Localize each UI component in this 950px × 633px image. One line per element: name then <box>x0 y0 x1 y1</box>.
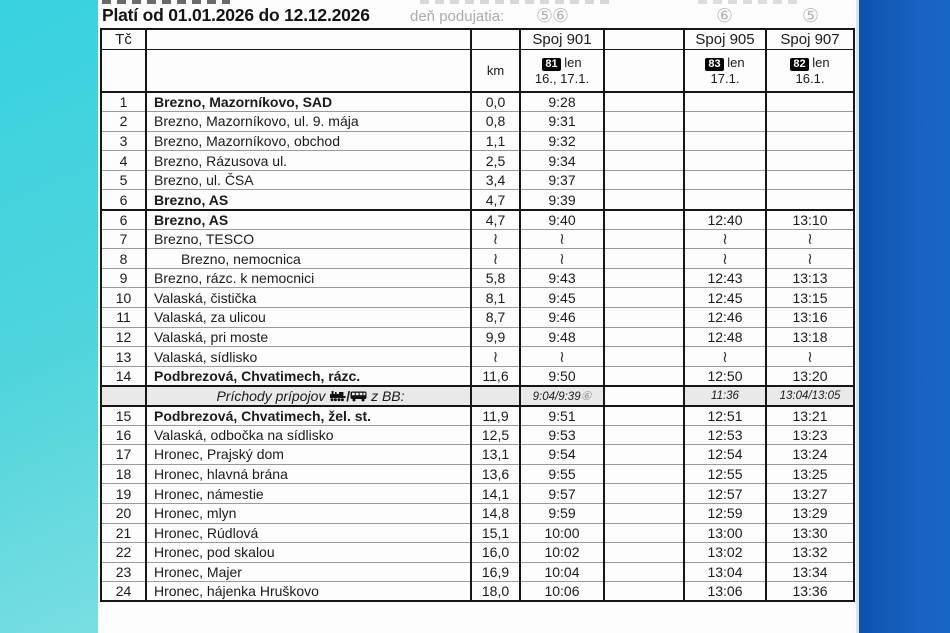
time-cell-spoj907: 13:29 <box>766 503 854 523</box>
spare-column-cell <box>604 249 684 269</box>
km-cell: 0,0 <box>471 92 520 112</box>
spare-column-cell <box>604 406 684 426</box>
note-dates: 16., 17.1. <box>534 70 590 86</box>
tc-header-cell: Tč <box>101 29 146 49</box>
time-cell-spoj905 <box>684 347 766 367</box>
time-cell-spoj901: 9:54 <box>520 445 604 465</box>
timetable-table <box>100 28 855 602</box>
time-cell-spoj901: 9:45 <box>520 288 604 308</box>
km-cell: 13,6 <box>471 464 520 484</box>
service-header-spoj905: Spoj 905 <box>684 29 766 49</box>
timetable-row <box>101 131 854 151</box>
time-cell-spoj905: 12:55 <box>684 464 766 484</box>
note-text: len <box>727 54 745 70</box>
timetable-row <box>101 170 854 190</box>
stop-name-cell: Valaská, čistička <box>146 288 471 308</box>
time-cell-spoj907: 13:16 <box>766 308 854 328</box>
service-note-spare <box>604 49 684 92</box>
stop-name-header-cell <box>146 29 471 49</box>
time-cell-spoj907 <box>766 92 854 112</box>
timetable-row <box>101 484 854 504</box>
service-header-spoj901: Spoj 901 <box>520 29 604 49</box>
train-icon <box>329 390 346 402</box>
stop-number-cell: 15 <box>101 406 146 426</box>
spare-column-cell <box>604 131 684 151</box>
time-cell-spoj901 <box>520 347 604 367</box>
time-cell-spoj907 <box>766 249 854 269</box>
note-text: len <box>564 54 582 70</box>
connection-tc-cell <box>101 386 146 406</box>
service-note-spoj905 <box>684 49 766 92</box>
spare-column-cell <box>604 327 684 347</box>
event-day-label: deň podujatia: <box>410 8 505 25</box>
time-cell-spoj901: 9:34 <box>520 151 604 171</box>
time-cell-spoj905: 13:02 <box>684 543 766 563</box>
event-day-mark-spoj901: ⑤⑥ <box>536 6 569 27</box>
timetable-row <box>101 327 854 347</box>
note-badge-82: 82 <box>790 58 808 71</box>
stop-number-cell: 4 <box>101 151 146 171</box>
spare-column-cell <box>604 112 684 132</box>
stop-name-cell: Brezno, Rázusova ul. <box>146 151 471 171</box>
time-cell-spoj907: 13:30 <box>766 523 854 543</box>
cropped-text-fragment <box>420 0 610 4</box>
no-stop-squiggle-mark: ≀ <box>807 230 813 248</box>
time-cell-spoj901: 9:28 <box>520 92 604 112</box>
stop-name-cell: Brezno, AS <box>146 190 471 210</box>
stop-number-cell: 11 <box>101 308 146 328</box>
service-header-spoj907: Spoj 907 <box>766 29 854 49</box>
stop-number-cell: 23 <box>101 562 146 582</box>
timetable-row <box>101 151 854 171</box>
time-cell-spoj907: 13:34 <box>766 562 854 582</box>
stop-name-cell: Valaská, odbočka na sídlisko <box>146 425 471 445</box>
stop-name-cell: Brezno, Mazorníkovo, SAD <box>146 92 471 112</box>
timetable-row <box>101 543 854 563</box>
spare-column-cell <box>604 582 684 602</box>
stop-name-cell: Brezno, rázc. k nemocnici <box>146 268 471 288</box>
time-cell-spoj907: 13:36 <box>766 582 854 602</box>
stop-number-cell: 22 <box>101 543 146 563</box>
stop-number-cell: 20 <box>101 503 146 523</box>
circled-day-mark: ⑥ <box>580 388 592 403</box>
connection-time-cell-spoj907: 13:04/13:05 <box>766 386 854 406</box>
time-cell-spoj905 <box>684 112 766 132</box>
time-cell-spoj901: 10:00 <box>520 523 604 543</box>
km-cell: 11,6 <box>471 366 520 386</box>
time-cell-spoj907: 13:18 <box>766 327 854 347</box>
time-cell-spoj907 <box>766 112 854 132</box>
km-cell: 12,5 <box>471 425 520 445</box>
spare-column-cell <box>604 288 684 308</box>
no-stop-squiggle-mark: ≀ <box>807 348 813 366</box>
km-cell <box>471 347 520 367</box>
km-cell: 8,7 <box>471 308 520 328</box>
event-day-mark-spoj905: ⑥ <box>716 6 733 27</box>
time-cell-spoj905: 12:59 <box>684 503 766 523</box>
stop-number-cell: 6 <box>101 190 146 210</box>
km-cell: 1,1 <box>471 131 520 151</box>
spare-column-cell <box>604 190 684 210</box>
stop-number-cell: 10 <box>101 288 146 308</box>
time-cell-spoj905 <box>684 131 766 151</box>
time-cell-spoj907 <box>766 151 854 171</box>
time-cell-spoj905: 12:40 <box>684 210 766 230</box>
time-cell-spoj905: 13:00 <box>684 523 766 543</box>
stop-name-cell: Brezno, Mazorníkovo, obchod <box>146 131 471 151</box>
time-cell-spoj901: 9:39 <box>520 190 604 210</box>
spare-column-cell <box>604 268 684 288</box>
km-cell: 16,9 <box>471 562 520 582</box>
stop-name-cell: Hronec, Rúdlová <box>146 523 471 543</box>
stop-name-cell: Brezno, Mazorníkovo, ul. 9. mája <box>146 112 471 132</box>
stop-number-cell: 9 <box>101 268 146 288</box>
time-cell-spoj907: 13:23 <box>766 425 854 445</box>
spare-column-cell <box>604 523 684 543</box>
time-cell-spoj901: 9:37 <box>520 170 604 190</box>
km-cell: 8,1 <box>471 288 520 308</box>
km-cell: 0,8 <box>471 112 520 132</box>
right-blue-margin <box>856 0 950 633</box>
left-cyan-margin <box>0 0 98 633</box>
time-cell-spoj901: 9:48 <box>520 327 604 347</box>
timetable-row <box>101 190 854 210</box>
km-cell: 14,8 <box>471 503 520 523</box>
note-badge-83: 83 <box>705 58 723 71</box>
no-stop-squiggle-mark: ≀ <box>559 348 565 366</box>
time-cell-spoj907: 13:25 <box>766 464 854 484</box>
stop-number-cell: 18 <box>101 464 146 484</box>
time-cell-spoj901: 9:53 <box>520 425 604 445</box>
km-cell: 4,7 <box>471 210 520 230</box>
time-cell-spoj901: 9:55 <box>520 464 604 484</box>
time-cell-spoj905 <box>684 92 766 112</box>
no-stop-squiggle-mark: ≀ <box>722 250 728 268</box>
stop-number-cell: 19 <box>101 484 146 504</box>
note-text: len <box>812 54 830 70</box>
service-header-spare <box>604 29 684 49</box>
time-cell-spoj907: 13:15 <box>766 288 854 308</box>
connection-suffix: z BB: <box>371 387 405 404</box>
service-notes-row <box>101 49 854 92</box>
service-note-spoj907 <box>766 49 854 92</box>
time-cell-spoj907: 13:27 <box>766 484 854 504</box>
time-cell-spoj901: 9:40 <box>520 210 604 230</box>
timetable-row <box>101 503 854 523</box>
no-stop-squiggle-mark: ≀ <box>492 250 499 268</box>
stop-number-cell: 8 <box>101 249 146 269</box>
time-cell-spoj901 <box>520 249 604 269</box>
time-cell-spoj905: 13:06 <box>684 582 766 602</box>
no-stop-squiggle-mark: ≀ <box>492 348 499 366</box>
km-cell <box>471 249 520 269</box>
spare-column-cell <box>604 366 684 386</box>
note-dates: 16.1. <box>795 70 825 86</box>
spare-column-cell <box>604 543 684 563</box>
time-cell-spoj905: 12:51 <box>684 406 766 426</box>
km-cell: 11,9 <box>471 406 520 426</box>
time-cell-spoj905: 12:53 <box>684 425 766 445</box>
timetable-row <box>101 249 854 269</box>
no-stop-squiggle-mark: ≀ <box>807 250 813 268</box>
time-cell-spoj907: 13:21 <box>766 406 854 426</box>
stop-name-cell: Podbrezová, Chvatimech, rázc. <box>146 366 471 386</box>
stop-name-cell: Brezno, TESCO <box>146 229 471 249</box>
spare-column-cell <box>604 229 684 249</box>
timetable-row <box>101 229 854 249</box>
stop-number-cell: 1 <box>101 92 146 112</box>
spare-column-cell <box>604 92 684 112</box>
time-cell-spoj907: 13:13 <box>766 268 854 288</box>
timetable-row <box>101 210 854 230</box>
time-cell-spoj907: 13:20 <box>766 366 854 386</box>
connection-label: Príchody prípojov <box>216 387 326 404</box>
stop-name-cell: Hronec, mlyn <box>146 503 471 523</box>
note-dates: 17.1. <box>710 70 740 86</box>
stop-number-cell: 2 <box>101 112 146 132</box>
km-header-spacer-cell <box>471 29 520 49</box>
stop-name-cell: Valaská, pri moste <box>146 327 471 347</box>
stop-number-cell: 21 <box>101 523 146 543</box>
km-cell: 13,1 <box>471 445 520 465</box>
cropped-text-fragment <box>698 0 798 4</box>
stop-number-cell: 24 <box>101 582 146 602</box>
km-cell: 5,8 <box>471 268 520 288</box>
spare-column-cell <box>604 151 684 171</box>
timetable-row <box>101 445 854 465</box>
time-cell-spoj905: 12:54 <box>684 445 766 465</box>
stop-name-cell: Hronec, námestie <box>146 484 471 504</box>
spare-column-cell <box>604 503 684 523</box>
no-stop-squiggle-mark: ≀ <box>559 230 565 248</box>
stop-name-cell: Hronec, pod skalou <box>146 543 471 563</box>
stop-name-cell: Brezno, ul. ČSA <box>146 170 471 190</box>
spare-column-cell <box>604 445 684 465</box>
timetable-row <box>101 523 854 543</box>
time-cell-spoj905 <box>684 229 766 249</box>
time-cell-spoj907 <box>766 229 854 249</box>
timetable-row <box>101 425 854 445</box>
time-cell-spoj901: 9:50 <box>520 366 604 386</box>
no-stop-squiggle-mark: ≀ <box>722 230 728 248</box>
km-cell: 16,0 <box>471 543 520 563</box>
km-cell: 2,5 <box>471 151 520 171</box>
timetable-row <box>101 112 854 132</box>
time-cell-spoj905: 12:50 <box>684 366 766 386</box>
spare-column-cell <box>604 562 684 582</box>
validity-dates: Platí od 01.01.2026 do 12.12.2026 <box>102 5 370 25</box>
timetable-row <box>101 464 854 484</box>
timetable-row <box>101 268 854 288</box>
km-cell <box>471 229 520 249</box>
timetable-row <box>101 92 854 112</box>
stop-name-cell: Brezno, nemocnica <box>146 249 471 269</box>
time-cell-spoj905 <box>684 190 766 210</box>
km-cell: 14,1 <box>471 484 520 504</box>
timetable-row <box>101 562 854 582</box>
no-stop-squiggle-mark: ≀ <box>722 348 728 366</box>
stop-number-cell: 14 <box>101 366 146 386</box>
time-cell-spoj905: 12:45 <box>684 288 766 308</box>
stop-name-notes-spacer-cell <box>146 49 471 92</box>
time-cell-spoj905 <box>684 170 766 190</box>
stop-number-cell: 17 <box>101 445 146 465</box>
time-cell-spoj901: 9:32 <box>520 131 604 151</box>
service-note-spoj901 <box>520 49 604 92</box>
time-cell-spoj901: 10:04 <box>520 562 604 582</box>
time-cell-spoj905: 12:43 <box>684 268 766 288</box>
tc-notes-spacer-cell <box>101 49 146 92</box>
stop-number-cell: 3 <box>101 131 146 151</box>
time-cell-spoj905: 13:04 <box>684 562 766 582</box>
service-header-row <box>101 29 854 49</box>
timetable-row <box>101 308 854 328</box>
stop-number-cell: 5 <box>101 170 146 190</box>
time-cell-spoj905: 12:46 <box>684 308 766 328</box>
time-cell-spoj905 <box>684 151 766 171</box>
time-cell-spoj901: 10:02 <box>520 543 604 563</box>
time-cell-spoj907: 13:32 <box>766 543 854 563</box>
time-cell-spoj907: 13:10 <box>766 210 854 230</box>
spare-column-cell <box>604 425 684 445</box>
connection-time-cell-spoj905: 11:36 <box>684 386 766 406</box>
stop-number-cell: 7 <box>101 229 146 249</box>
stop-name-cell: Valaská, za ulicou <box>146 308 471 328</box>
time-cell-spoj907: 13:24 <box>766 445 854 465</box>
time-cell-spoj901: 9:51 <box>520 406 604 426</box>
icon-separator: / <box>346 387 351 404</box>
note-badge-81: 81 <box>542 58 560 71</box>
spare-column-cell <box>604 484 684 504</box>
time-cell-spoj907 <box>766 190 854 210</box>
spare-column-cell <box>604 464 684 484</box>
time-cell-spoj901: 9:59 <box>520 503 604 523</box>
km-cell: 15,1 <box>471 523 520 543</box>
timetable-body <box>101 29 854 601</box>
timetable-row <box>101 366 854 386</box>
cropped-text-fragment <box>102 0 230 4</box>
connection-label-cell <box>146 386 471 406</box>
time-cell-spoj901: 9:46 <box>520 308 604 328</box>
spare-column-cell <box>604 170 684 190</box>
time-cell-spoj905: 12:57 <box>684 484 766 504</box>
km-cell: 4,7 <box>471 190 520 210</box>
time-cell-spoj905 <box>684 249 766 269</box>
time-cell-spoj901 <box>520 229 604 249</box>
time-cell-spoj905: 12:48 <box>684 327 766 347</box>
time-cell-spoj907 <box>766 347 854 367</box>
timetable-page <box>98 0 856 633</box>
stop-name-cell: Valaská, sídlisko <box>146 347 471 367</box>
time-cell-spoj901: 9:31 <box>520 112 604 132</box>
spare-column-cell <box>604 308 684 328</box>
km-cell: 18,0 <box>471 582 520 602</box>
connection-time-cell-spoj901: 9:04/9:39⑥ <box>520 386 604 406</box>
time-cell-spoj901: 9:43 <box>520 268 604 288</box>
stop-number-cell: 16 <box>101 425 146 445</box>
spare-column-cell <box>604 347 684 367</box>
no-stop-squiggle-mark: ≀ <box>492 230 499 248</box>
stop-number-cell: 13 <box>101 347 146 367</box>
timetable-row <box>101 288 854 308</box>
connection-spare-column-cell <box>604 386 684 406</box>
stop-number-cell: 12 <box>101 327 146 347</box>
time-cell-spoj901: 9:57 <box>520 484 604 504</box>
connection-km-cell <box>471 386 520 406</box>
stop-name-cell: Hronec, Prajský dom <box>146 445 471 465</box>
spare-column-cell <box>604 210 684 230</box>
stop-name-cell: Hronec, Majer <box>146 562 471 582</box>
timetable-row <box>101 582 854 602</box>
stop-name-cell: Podbrezová, Chvatimech, žel. st. <box>146 406 471 426</box>
timetable-row <box>101 347 854 367</box>
km-cell: 3,4 <box>471 170 520 190</box>
connection-arrivals-row <box>101 386 854 406</box>
timetable-row <box>101 406 854 426</box>
time-cell-spoj907 <box>766 131 854 151</box>
km-cell: 9,9 <box>471 327 520 347</box>
no-stop-squiggle-mark: ≀ <box>559 250 565 268</box>
event-day-mark-spoj907: ⑤ <box>802 6 819 27</box>
stop-name-cell: Hronec, hájenka Hruškovo <box>146 582 471 602</box>
stop-name-cell: Brezno, AS <box>146 210 471 230</box>
time-cell-spoj907 <box>766 170 854 190</box>
time-cell-spoj901: 10:06 <box>520 582 604 602</box>
km-header-cell: km <box>471 49 520 92</box>
stop-number-cell: 6 <box>101 210 146 230</box>
bus-icon <box>350 390 367 402</box>
stop-name-cell: Hronec, hlavná brána <box>146 464 471 484</box>
